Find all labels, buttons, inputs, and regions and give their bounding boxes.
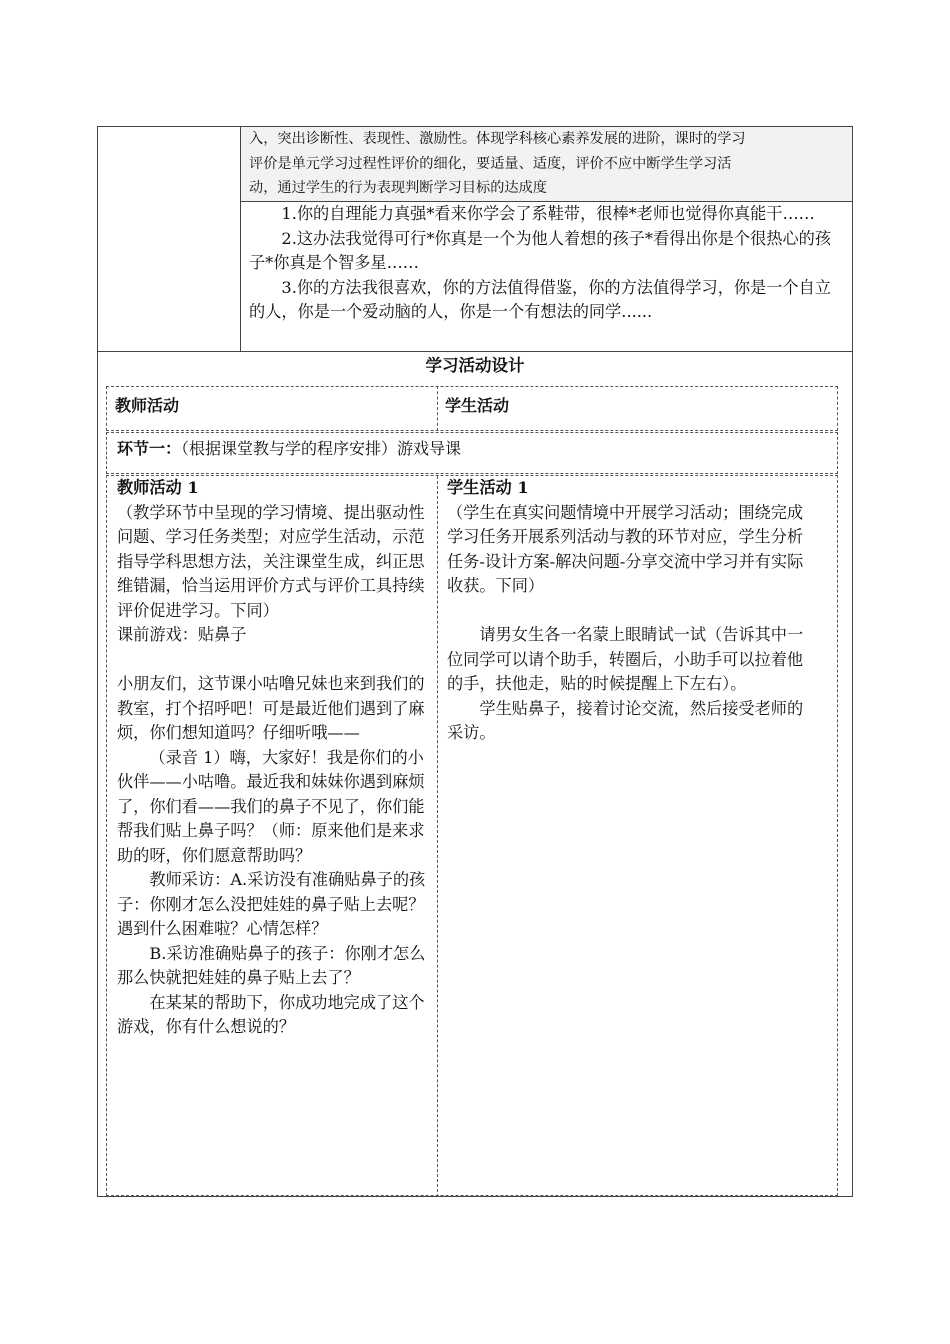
stage-text: （根据课堂教与学的程序安排）游戏导课 [181,439,462,458]
teacher-activity-column [117,476,429,1040]
pre-class-game: 课前游戏：贴鼻子 [117,625,247,644]
evaluation-guidance-cell [241,127,852,202]
empty-label-cell [98,127,241,351]
stage-row [106,432,838,474]
guidance-line: 评价是单元学习过程性评价的细化，要适量、适度，评价不应中断学生学习活 [249,155,732,172]
spacer [447,599,815,624]
spacer [117,648,429,673]
activity-header-row [106,386,838,431]
evaluation-phrase: 2.这办法我觉得可行*你真是一个为他人着想的孩子*看得出你是个很热心的孩子*你真是个智多星…… [249,228,832,272]
evaluation-phrase: 1.你的自理能力真强*看来你学会了系鞋带，很棒*老师也觉得你真能干…… [281,204,815,223]
activity-content-row [106,475,838,1196]
teacher-activity-intro: （教学环节中呈现的学习情境、提出驱动性问题、学习任务类型；对应学生活动，示范指导学科思想方法，关注课堂生成，纠正思维错漏，恰当运用评价方式与评价工具持续评价促进学习。下同） [117,502,425,620]
student-activity-title: 学生活动 1 [447,478,529,497]
teacher-activity-title: 教师活动 1 [117,478,199,497]
evaluation-phrase: 3.你的方法我很喜欢，你的方法值得借鉴，你的方法值得学习，你是一个自立的人，你是一个爱动脑的人，你是一个有想法的同学...... [249,277,832,321]
teacher-talk: 小朋友们，这节课小咕噜兄妹也来到我们的教室，打个招呼吧！可是最近他们遇到了麻烦，你们想知道吗？仔细听哦—— [117,674,425,742]
student-activity-column [447,476,815,746]
recording-text: （录音 1）嗨，大家好！我是你们的小伙伴——小咕噜。最近我和妹妹你遇到麻烦了，你们看——我们的鼻子不见了，你们能帮我们贴上鼻子吗？（师：原来他们是来求助的呀，你们愿意帮助吗？ [117,747,425,865]
guidance-line: 动，通过学生的行为表现判断学习目标的达成度 [249,180,547,196]
evaluation-phrases-cell [241,202,852,351]
student-activity-header: 学生活动 [445,396,510,415]
column-divider [437,386,438,431]
student-activity-intro: （学生在真实问题情境中开展学习活动；围绕完成学习任务开展系列活动与教的环节对应，学生分析任务-设计方案-解决问题-分享交流中学习并有实际收获。下同） [447,502,804,595]
student-game-activity: 请男女生各一名蒙上眼睛试一试（告诉其中一位同学可以请个助手，转圈后，小助手可以拉着他的手，扶他走，贴的时候提醒上下左右）。 [447,625,804,693]
interview-a: 教师采访：A.采访没有准确贴鼻子的孩子：你刚才怎么没把娃娃的鼻子贴上去呢？遇到什么困难啦？心情怎样？ [117,870,426,938]
student-discussion: 学生贴鼻子，接着讨论交流，然后接受老师的采访。 [447,698,804,742]
guidance-line: 入，突出诊断性、表现性、激励性。体现学科核心素养发展的进阶，课时的学习 [249,131,746,147]
interview-b: B.采访准确贴鼻子的孩子：你刚才怎么那么快就把娃娃的鼻子贴上去了？ [117,943,426,987]
lesson-plan-table [97,126,853,1197]
design-section-title: 学习活动设计 [425,356,525,375]
teacher-activity-header: 教师活动 [115,396,180,415]
stage-label: 环节一： [117,439,182,458]
section-divider [98,351,852,352]
column-divider [437,476,438,1197]
closing-question: 在某某的帮助下，你成功地完成了这个游戏，你有什么想说的？ [117,992,425,1036]
